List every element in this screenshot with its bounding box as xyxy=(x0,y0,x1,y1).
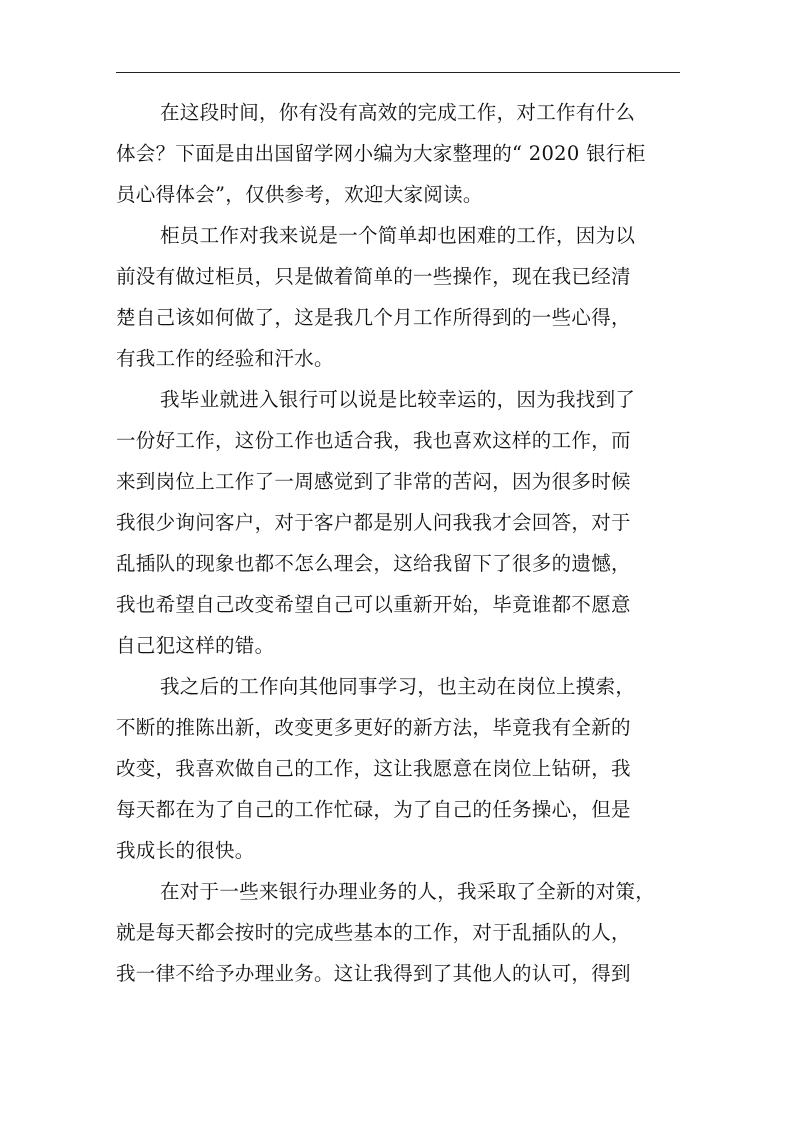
text-line: 不断的推陈出新，改变更多更好的新方法，毕竟我有全新的 xyxy=(116,716,631,739)
text-line: 员心得体会”，仅供参考，欢迎大家阅读。 xyxy=(116,183,483,206)
text-line: 有我工作的经验和汗水。 xyxy=(116,347,334,370)
text-line: 就是每天都会按时的完成些基本的工作，对于乱插队的人， xyxy=(116,921,631,944)
text-line: 一份好工作，这份工作也适合我，我也喜欢这样的工作，而 xyxy=(116,429,631,452)
text-line: 我之后的工作向其他同事学习，也主动在岗位上摸索， xyxy=(160,675,636,698)
text-line: 来到岗位上工作了一周感觉到了非常的苦闷，因为很多时候 xyxy=(116,470,631,493)
text-line: 柜员工作对我来说是一个简单却也困难的工作，因为以 xyxy=(160,224,636,247)
text-line: 乱插队的现象也都不怎么理会，这给我留下了很多的遗憾， xyxy=(116,552,631,575)
text-line: 在对于一些来银行办理业务的人，我采取了全新的对策， xyxy=(160,880,656,903)
text-line: 我一律不给予办理业务。这让我得到了其他人的认可，得到 xyxy=(116,962,631,985)
text-line: 我毕业就进入银行可以说是比较幸运的，因为我找到了 xyxy=(160,388,636,411)
header-rule xyxy=(116,72,680,73)
text-line: 在这段时间，你有没有高效的完成工作，对工作有什么 xyxy=(160,101,636,124)
text-line: 自己犯这样的错。 xyxy=(116,634,275,657)
text-line: 我成长的很快。 xyxy=(116,839,255,862)
text-line: 改变，我喜欢做自己的工作，这让我愿意在岗位上钻研，我 xyxy=(116,757,631,780)
text-line: 前没有做过柜员，只是做着简单的一些操作，现在我已经清 xyxy=(116,265,631,288)
text-line: 楚自己该如何做了，这是我几个月工作所得到的一些心得， xyxy=(116,306,631,329)
text-line: 每天都在为了自己的工作忙碌，为了自己的任务操心，但是 xyxy=(116,798,631,821)
text-line: 我很少询问客户，对于客户都是别人问我我才会回答，对于 xyxy=(116,511,631,534)
text-line: 体会？下面是由出国留学网小编为大家整理的“ 2020 银行柜 xyxy=(116,142,646,165)
text-line: 我也希望自己改变希望自己可以重新开始，毕竟谁都不愿意 xyxy=(116,593,631,616)
body-text xyxy=(116,92,664,994)
